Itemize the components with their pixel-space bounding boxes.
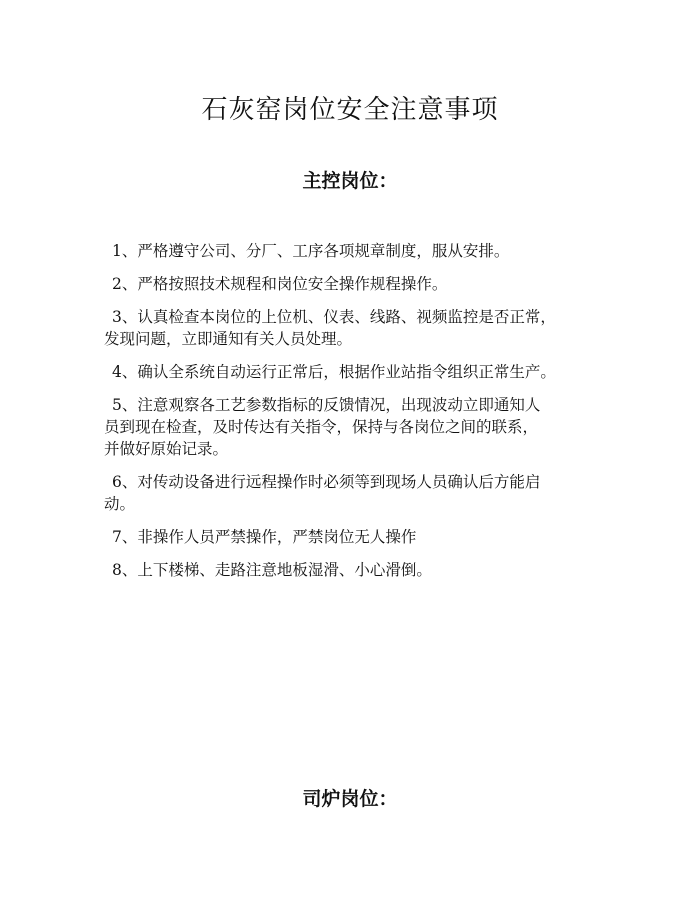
- safety-item-line: 7、非操作人员严禁操作，严禁岗位无人操作: [112, 528, 417, 546]
- safety-item: [104, 471, 616, 515]
- safety-item: [104, 361, 616, 383]
- safety-item-line: 动。: [104, 495, 136, 513]
- safety-item-line: 发现问题，立即通知有关人员处理。: [104, 330, 353, 348]
- safety-item-line: 2、严格按照技术规程和岗位安全操作规程操作。: [112, 275, 448, 293]
- safety-item-line: 4、确认全系统自动运行正常后，根据作业站指令组织正常生产。: [112, 363, 556, 381]
- safety-item-list: [104, 240, 616, 592]
- safety-item-line: 6、对传动设备进行远程操作时必须等到现场人员确认后方能启: [112, 473, 541, 491]
- safety-item: [104, 306, 616, 350]
- safety-item: [104, 273, 616, 295]
- safety-item-line: 1、严格遵守公司、分厂、工序各项规章制度，服从安排。: [112, 242, 510, 260]
- safety-item-line: 并做好原始记录。: [104, 440, 229, 458]
- safety-item: [104, 240, 616, 262]
- safety-item-line: 3、认真检查本岗位的上位机、仪表、线路、视频监控是否正常，: [112, 308, 556, 326]
- safety-item: [104, 526, 616, 548]
- section-heading-main-control: 主控岗位：: [302, 170, 398, 192]
- safety-item: [104, 394, 616, 460]
- safety-item: [104, 559, 616, 581]
- document-title: 石灰窑岗位安全注意事项: [201, 95, 499, 125]
- safety-item-line: 8、上下楼梯、走路注意地板湿滑、小心滑倒。: [112, 561, 432, 579]
- section-heading-furnace: 司炉岗位：: [302, 788, 398, 810]
- safety-item-line: 5、注意观察各工艺参数指标的反馈情况，出现波动立即通知人: [112, 396, 541, 414]
- safety-item-line: 员到现在检查，及时传达有关指令，保持与各岗位之间的联系，: [104, 418, 539, 436]
